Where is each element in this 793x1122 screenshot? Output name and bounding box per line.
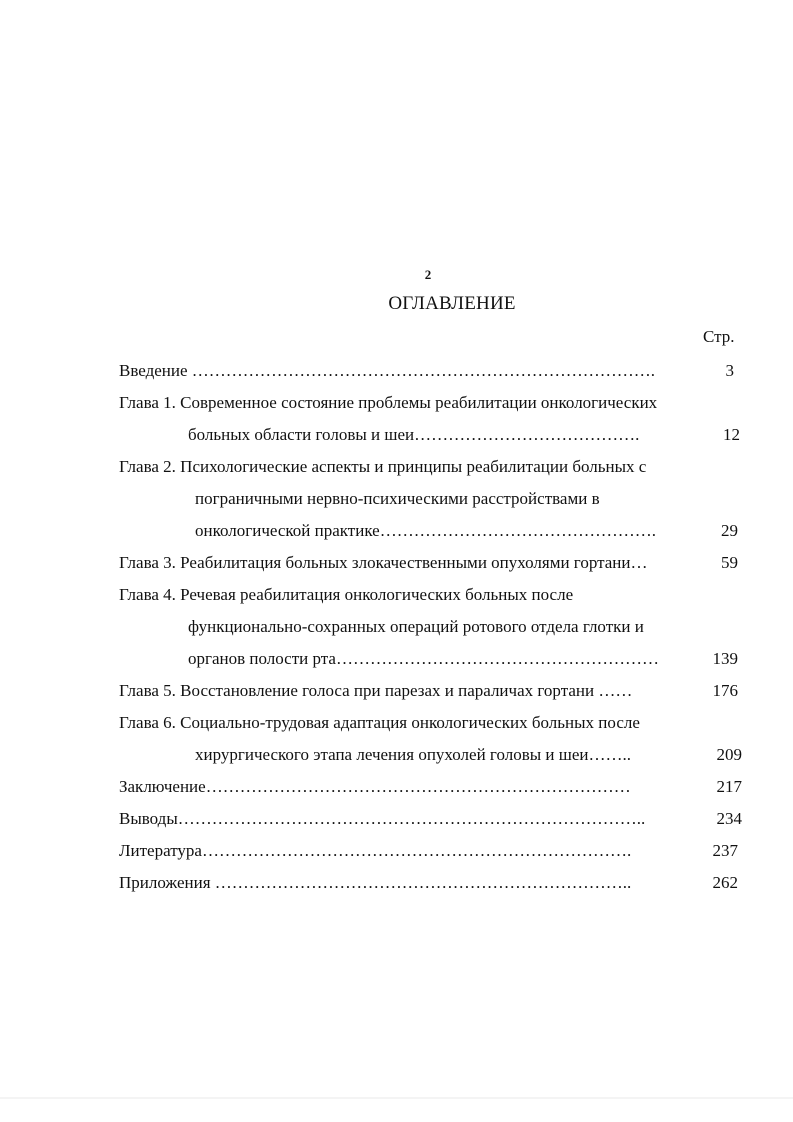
toc-entry-intro-page: 3 (725, 361, 734, 380)
toc-entry-chapter-3-line-1: Глава 3. Реабилитация больных злокачественными опухолями гортани… (119, 553, 648, 572)
toc-entry-chapter-2-line-2: пограничными нервно-психическими расстройствами в (195, 489, 600, 508)
toc-entry-chapter-3-page: 59 (721, 553, 738, 572)
scan-edge-mark (0, 1095, 793, 1101)
toc-entry-appendices-page: 262 (712, 873, 738, 892)
toc-entry-chapter-4-line-1: Глава 4. Речевая реабилитация онкологических больных после (119, 585, 574, 604)
toc-entry-conclusion-line-1: Заключение………………………………………………………………… (119, 777, 631, 796)
toc-entry-literature-page: 237 (712, 841, 738, 860)
page-number: 2 (424, 267, 432, 282)
toc-entry-chapter-6-line-1: Глава 6. Социально-трудовая адаптация онкологических больных после (119, 713, 640, 732)
toc-entry-conclusion-page: 217 (716, 777, 742, 796)
toc-entry-intro-line-1: Введение ………………………………………………………………………. (119, 361, 656, 380)
page-title: ОГЛАВЛЕНИЕ (388, 293, 516, 314)
toc-entry-chapter-2-line-3: онкологической практике…………………………………………. (195, 521, 656, 540)
toc-entry-chapter-1-page: 12 (723, 425, 740, 444)
toc-entry-chapter-4-line-2: функционально-сохранных операций ротового отдела глотки и (188, 617, 644, 636)
toc-entry-literature-line-1: Литература…………………………………………………………………. (119, 841, 632, 860)
toc-entry-chapter-4-page: 139 (712, 649, 738, 668)
toc-entry-chapter-2-page: 29 (721, 521, 738, 540)
toc-entry-chapter-4-line-3: органов полости рта………………………………………………… (188, 649, 659, 668)
toc-entry-chapter-1-line-2: больных области головы и шеи…………………………………. (188, 425, 640, 444)
toc-entry-chapter-6-page: 209 (716, 745, 742, 764)
toc-entry-findings-line-1: Выводы……………………………………………………………………….. (119, 809, 646, 828)
toc-entry-chapter-5-page: 176 (712, 681, 738, 700)
toc-entry-findings-page: 234 (716, 809, 742, 828)
toc-entry-chapter-1-line-1: Глава 1. Современное состояние проблемы реабилитации онкологических (119, 393, 658, 412)
toc-entry-chapter-6-line-2: хирургического этапа лечения опухолей головы и шеи…….. (195, 745, 632, 764)
page-column-label: Стр. (703, 327, 735, 346)
toc-entry-appendices-line-1: Приложения ……………………………………………………………….. (119, 873, 632, 892)
toc-entry-chapter-2-line-1: Глава 2. Психологические аспекты и принципы реабилитации больных с (119, 457, 647, 476)
toc-entry-chapter-5-line-1: Глава 5. Восстановление голоса при парезах и параличах гортани …… (119, 681, 633, 700)
